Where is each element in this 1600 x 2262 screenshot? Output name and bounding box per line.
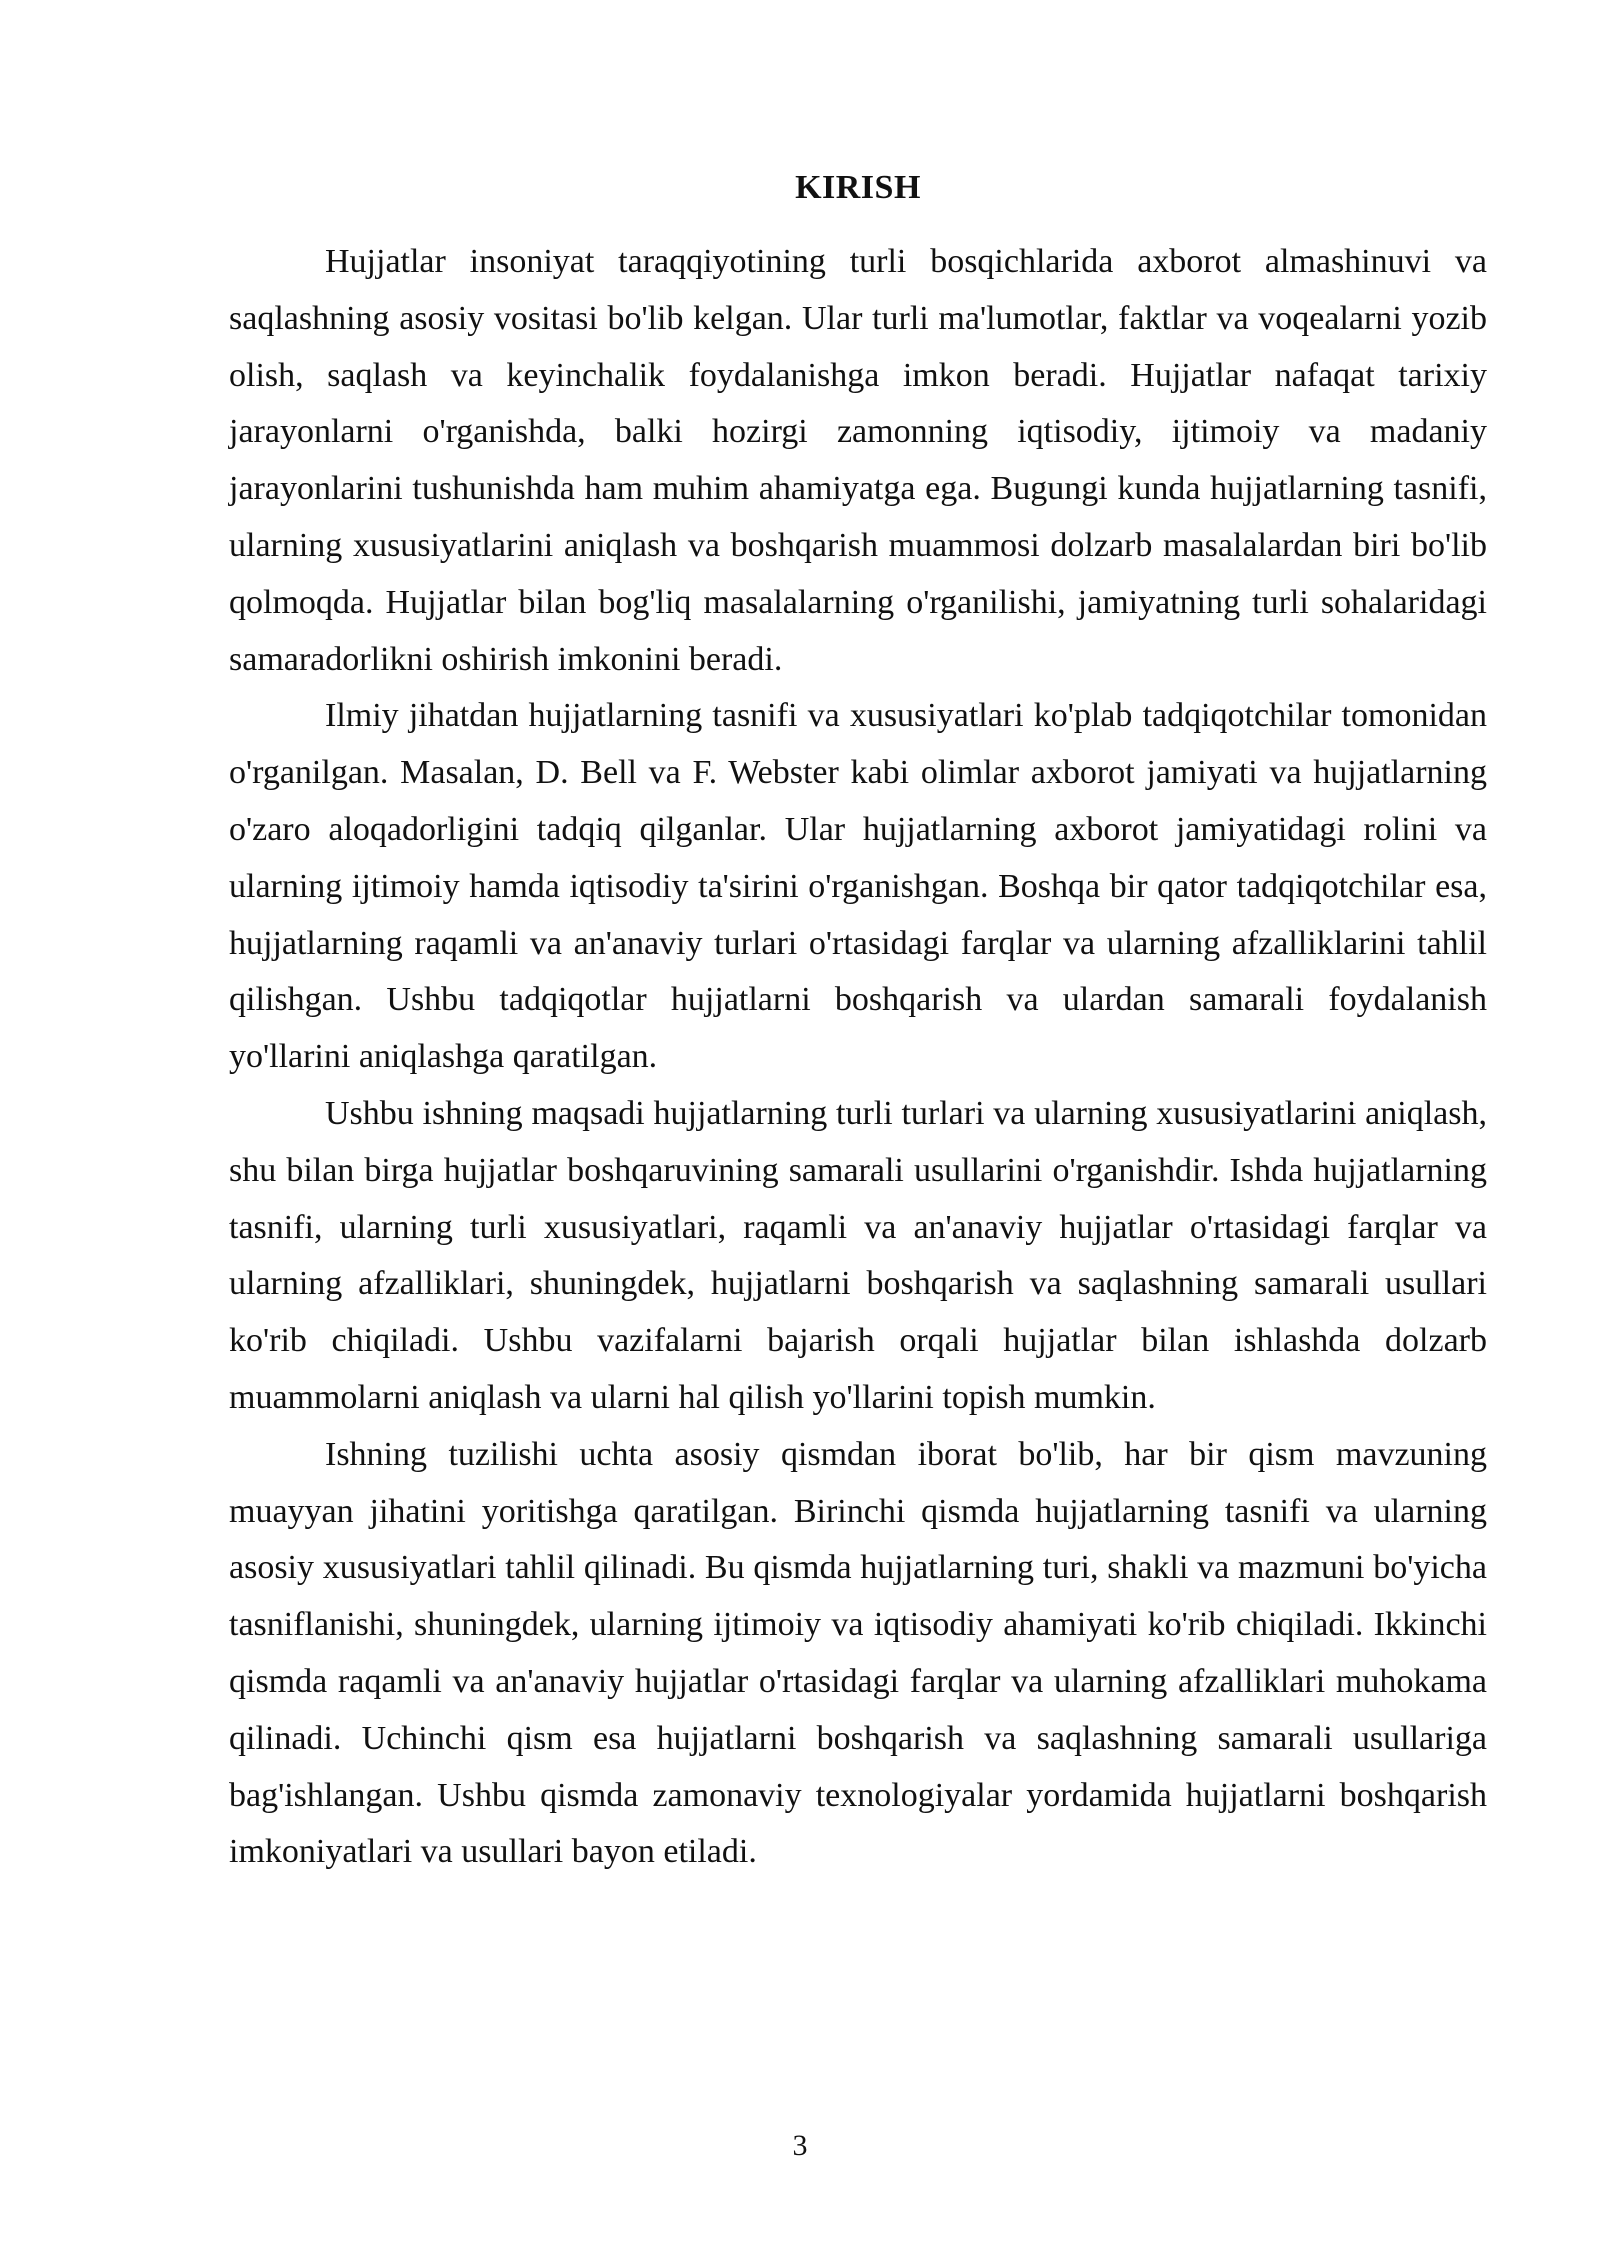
page-number: 3 [792, 2129, 808, 2162]
page-title: KIRISH [795, 169, 921, 206]
paragraph-structure: Ishning tuzilishi uchta asosiy qismdan iborat bo'lib, har bir qism mavzuning muayyan jihatini yoritishga qaratilgan. Birinchi qismda hujjatlarning tasnifi va ularning asosiy xususiyatlari tahlil qilinadi. Bu qismda hujjatlarning turi, shakli va mazmuni bo'yicha tasniflanishi, shuningdek, ularning ijtimoiy va iqtisodiy ahamiyati ko'rib chiqiladi. Ikkinchi qismda raqamli va an'anaviy hujjatlar o'rtasidagi farqlar va ularning afzalliklari muhokama qilinadi. Uchinchi qism esa hujjatlarni boshqarish va saqlashning samarali usullariga bag'ishlangan. Ushbu qismda zamonaviy texnologiyalar yordamida hujjatlarni boshqarish imkoniyatlari va usullari bayon etiladi. [229, 1435, 1487, 1871]
paragraph-intro: Hujjatlar insoniyat taraqqiyotining turli bosqichlarida axborot almashinuvi va saqlashning asosiy vositasi bo'lib kelgan. Ular turli ma'lumotlar, faktlar va voqealarni yozib olish, saqlash va keyinchalik foydalanishga imkon beradi. Hujjatlar nafaqat tarixiy jarayonlarni o'rganishda, balki hozirgi zamonning iqtisodiy, ijtimoiy va madaniy jarayonlarini tushunishda ham muhim ahamiyatga ega. Bugungi kunda hujjatlarning tasnifi, ularning xususiyatlarini aniqlash va boshqarish muammosi dolzarb masalalardan biri bo'lib qolmoqda. Hujjatlar bilan bog'liq masalalarning o'rganilishi, jamiyatning turli sohalaridagi samaradorlikni oshirish imkonini beradi. [229, 243, 1487, 678]
paragraph-goal: Ushbu ishning maqsadi hujjatlarning turli turlari va ularning xususiyatlarini aniqlash, shu bilan birga hujjatlar boshqaruvining samarali usullarini o'rganishdir. Ishda hujjatlarning tasnifi, ularning turli xususiyatlari, raqamli va an'anaviy hujjatlar o'rtasidagi farqlar va ularning afzalliklari, shuningdek, hujjatlarni boshqarish va saqlashning samarali usullari ko'rib chiqiladi. Ushbu vazifalarni bajarish orqali hujjatlar bilan ishlashda dolzarb muammolarni aniqlash va ularni hal qilish yo'llarini topish mumkin. [229, 1094, 1487, 1416]
page-content [229, 160, 1487, 1881]
paragraph-research: Ilmiy jihatdan hujjatlarning tasnifi va xususiyatlari ko'plab tadqiqotchilar tomonidan o'rganilgan. Masalan, D. Bell va F. Webster kabi olimlar axborot jamiyati va hujjatlarning o'zaro aloqadorligini tadqiq qilganlar. Ular hujjatlarning axborot jamiyatidagi rolini va ularning ijtimoiy hamda iqtisodiy ta'sirini o'rganishgan. Boshqa bir qator tadqiqotchilar esa, hujjatlarning raqamli va an'anaviy turlari o'rtasidagi farqlar va ularning afzalliklarini tahlil qilishgan. Ushbu tadqiqotlar hujjatlarni boshqarish va ulardan samarali foydalanish yo'llarini aniqlashga qaratilgan. [229, 697, 1487, 1076]
